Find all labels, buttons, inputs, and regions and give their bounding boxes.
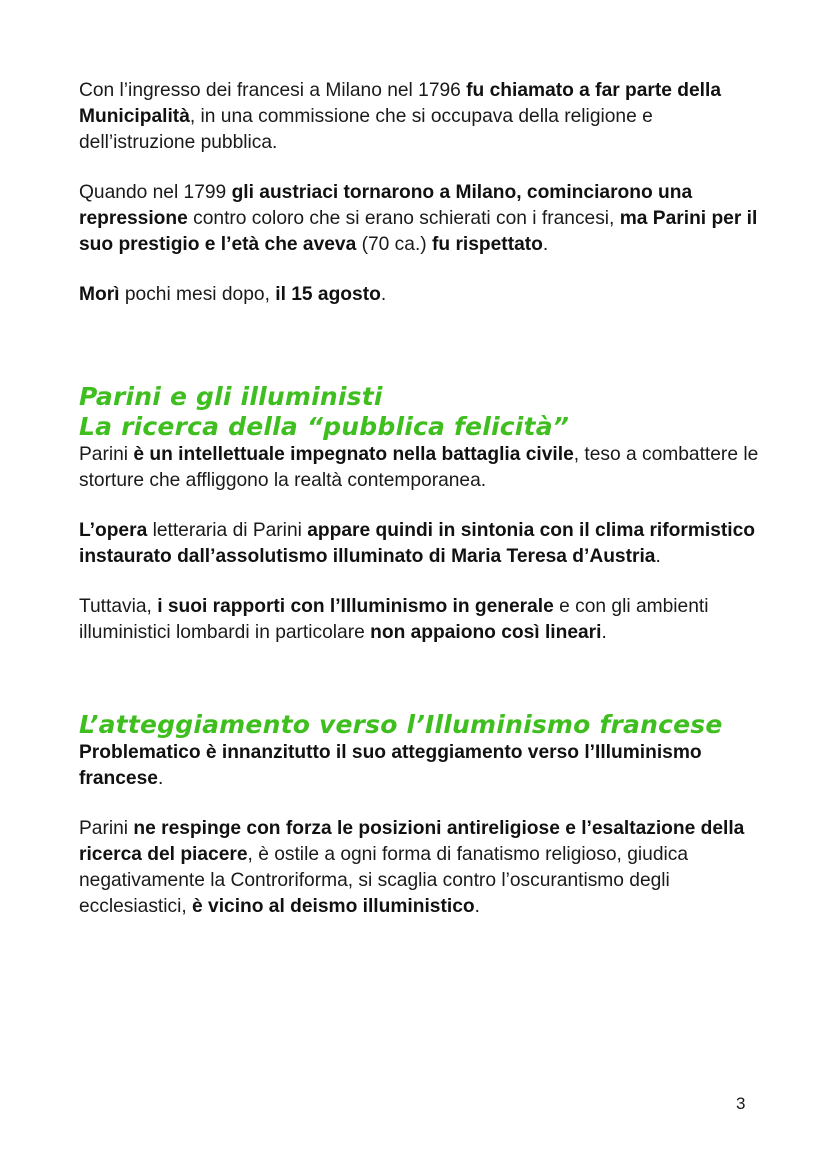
paragraph-intellettuale: [79, 442, 769, 494]
bold-text: fu rispettato: [432, 234, 543, 255]
text-run: .: [157, 768, 164, 789]
paragraph-problematico: [79, 740, 769, 792]
text-run: , teso a combattere le storture che affliggono la realtà contemporanea.: [79, 444, 759, 491]
bold-text: il 15 agosto: [275, 284, 381, 305]
page-number: 3: [736, 1094, 746, 1113]
heading-parini-illuministi: Parini e gli illuministi: [79, 382, 383, 411]
text-run: contro coloro che si erano schierati con i francesi,: [187, 208, 620, 229]
bold-text: è vicino al deismo illuministico: [192, 896, 475, 917]
paragraph-repressione: [79, 180, 769, 258]
bold-text: L’opera: [79, 520, 148, 541]
text-run: .: [655, 546, 661, 567]
text-run: letteraria di Parini: [147, 520, 308, 541]
bold-text: Problematico è innanzitutto il suo atteggiamento verso l’Illuminismo francese: [79, 742, 702, 789]
bold-text: gli austriaci tornarono a Milano, cominciarono una repressione: [79, 182, 693, 229]
paragraph-opera: [79, 518, 769, 570]
paragraph-respinge: [79, 816, 769, 920]
paragraph-rapporti: [79, 594, 769, 646]
text-run: Parini: [79, 818, 134, 839]
text-run: Con l’ingresso dei francesi a Milano nel 1796: [79, 80, 467, 101]
bold-text: i suoi rapporti con l’Illuminismo in generale: [157, 596, 554, 617]
paragraph-morte: [79, 282, 769, 308]
text-run: , è ostile a ogni forma di fanatismo religioso, giudica negativamente la Controriforma, si scaglia contro l’oscurantismo degli ecclesiastici,: [79, 844, 689, 917]
text-run: .: [542, 234, 549, 255]
text-run: .: [380, 284, 387, 305]
text-run: Quando nel 1799: [79, 182, 232, 203]
text-run: e con gli ambienti illuministici lombardi in particolare: [79, 596, 709, 643]
heading-illuminismo-francese: L’atteggiamento verso l’Illuminismo francese: [79, 710, 723, 739]
text-run: , in una commissione che si occupava della religione e dell’istruzione pubblica.: [79, 106, 653, 153]
text-run: pochi mesi dopo,: [119, 284, 276, 305]
bold-text: ne respinge con forza le posizioni antireligiose e l’esaltazione della ricerca del piacere: [79, 818, 745, 865]
bold-text: Morì: [79, 284, 120, 305]
text-run: Parini: [79, 444, 134, 465]
text-run: (70 ca.): [356, 234, 432, 255]
bold-text: fu chiamato a far parte della Municipalità: [79, 80, 722, 127]
bold-text: appare quindi in sintonia con il clima riformistico instaurato dall’assolutismo illuminato di Maria Teresa d’Austria: [79, 520, 755, 567]
bold-text: non appaiono così lineari: [370, 622, 602, 643]
heading-pubblica-felicita: La ricerca della “pubblica felicità”: [79, 412, 570, 441]
text-run: .: [601, 622, 607, 643]
text-run: Tuttavia,: [79, 596, 158, 617]
paragraph-municipalita: [79, 78, 769, 156]
text-run: .: [474, 896, 480, 917]
bold-text: è un intellettuale impegnato nella battaglia civile: [133, 444, 574, 465]
page-content: [79, 78, 769, 920]
bold-text: ma Parini per il suo prestigio e l’età che aveva: [79, 208, 758, 255]
